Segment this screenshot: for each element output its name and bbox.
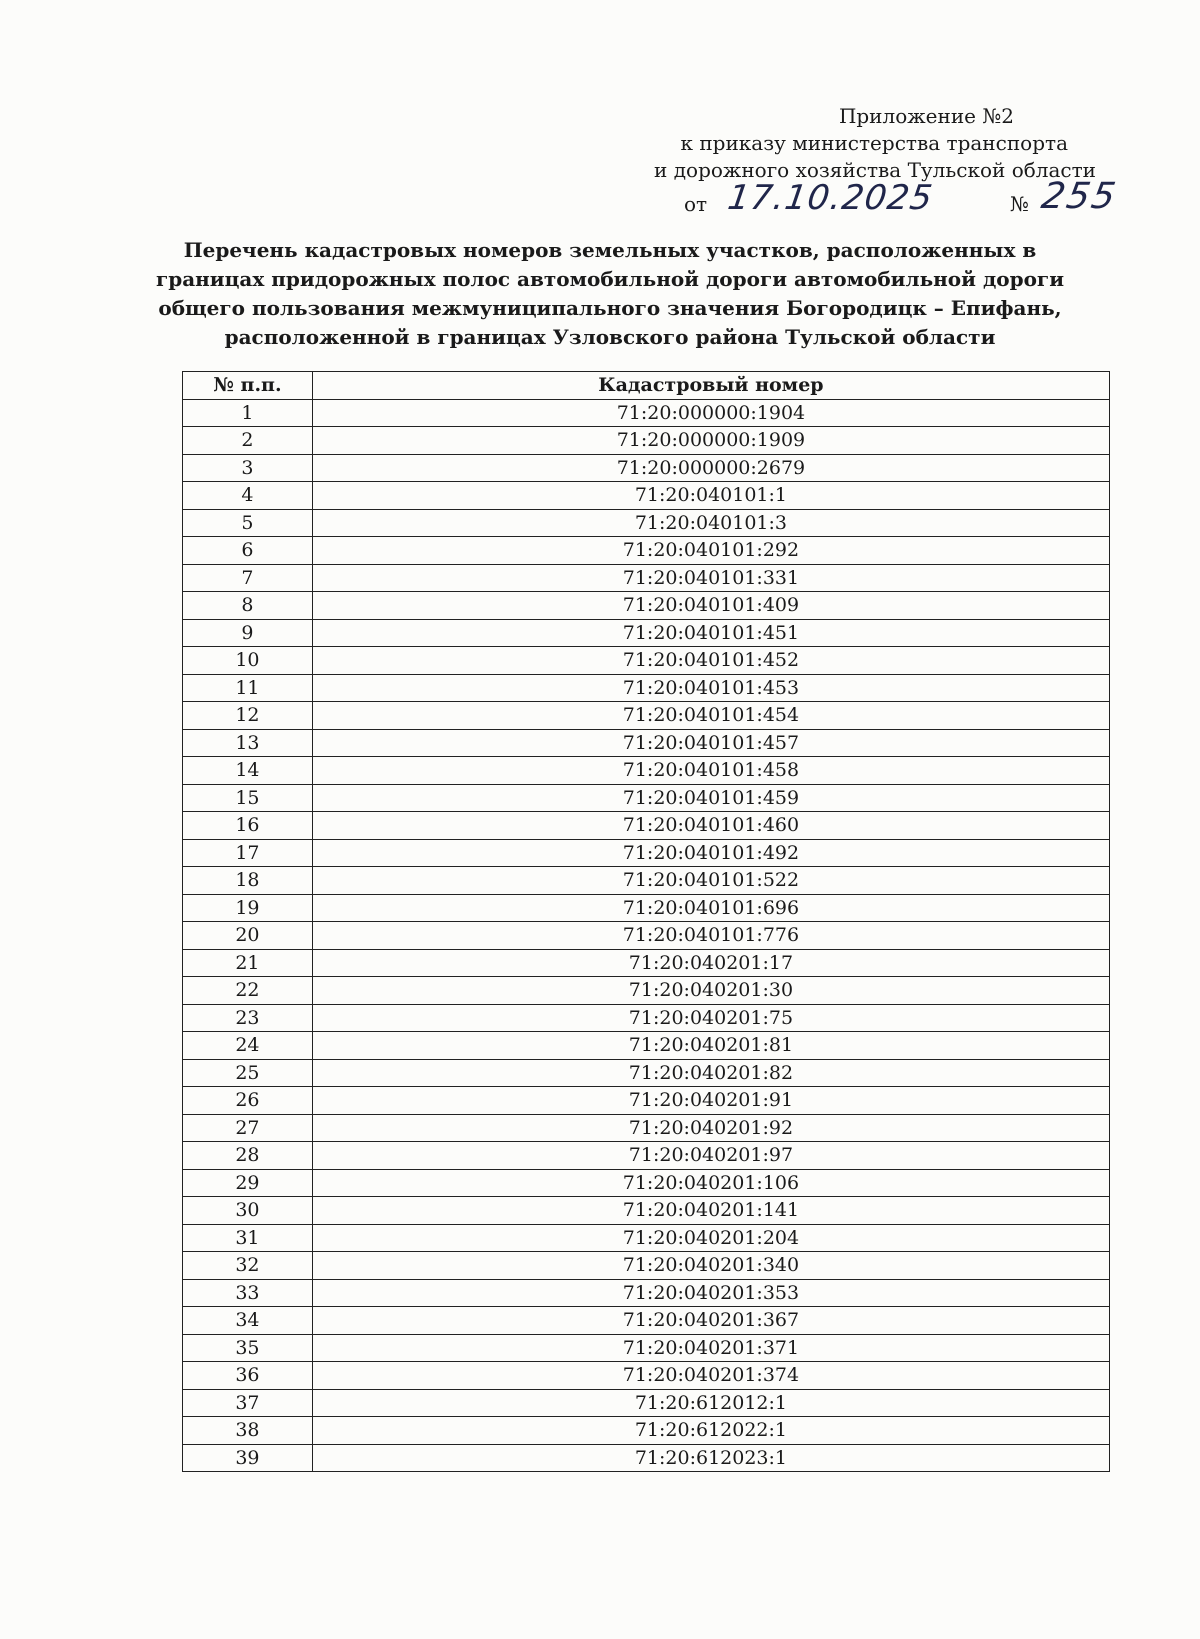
table-row xyxy=(183,482,1110,510)
table-row xyxy=(183,399,1110,427)
cadastral-number: 71:20:040101:409 xyxy=(312,592,1109,620)
row-index: 15 xyxy=(183,784,313,812)
table-row xyxy=(183,1169,1110,1197)
cadastral-number: 71:20:040201:97 xyxy=(312,1142,1109,1170)
row-index: 31 xyxy=(183,1224,313,1252)
cadastral-number: 71:20:040201:106 xyxy=(312,1169,1109,1197)
cadastral-number: 71:20:000000:2679 xyxy=(312,454,1109,482)
cadastral-number: 71:20:040101:331 xyxy=(312,564,1109,592)
row-index: 35 xyxy=(183,1334,313,1362)
table-row xyxy=(183,537,1110,565)
row-index: 3 xyxy=(183,454,313,482)
row-index: 30 xyxy=(183,1197,313,1225)
row-index: 9 xyxy=(183,619,313,647)
row-index: 23 xyxy=(183,1004,313,1032)
table-row xyxy=(183,647,1110,675)
row-index: 2 xyxy=(183,427,313,455)
row-index: 14 xyxy=(183,757,313,785)
number-prefix: № xyxy=(1010,192,1029,216)
order-reference: к приказу министерства транспорта xyxy=(680,131,1068,155)
table-row xyxy=(183,729,1110,757)
table-row xyxy=(183,1032,1110,1060)
appendix-label: Приложение №2 xyxy=(838,104,1014,128)
cadastral-number: 71:20:040101:696 xyxy=(312,894,1109,922)
row-index: 4 xyxy=(183,482,313,510)
table-row xyxy=(183,1087,1110,1115)
table-row xyxy=(183,564,1110,592)
row-index: 39 xyxy=(183,1444,313,1472)
cadastral-number: 71:20:040101:492 xyxy=(312,839,1109,867)
row-index: 26 xyxy=(183,1087,313,1115)
cadastral-number: 71:20:040101:454 xyxy=(312,702,1109,730)
cadastral-number: 71:20:040201:367 xyxy=(312,1307,1109,1335)
row-index: 36 xyxy=(183,1362,313,1390)
cadastral-number: 71:20:040101:452 xyxy=(312,647,1109,675)
cadastral-number: 71:20:040201:30 xyxy=(312,977,1109,1005)
table-row xyxy=(183,702,1110,730)
cadastral-number: 71:20:040101:460 xyxy=(312,812,1109,840)
table-row xyxy=(183,427,1110,455)
row-index: 25 xyxy=(183,1059,313,1087)
table-row xyxy=(183,1444,1110,1472)
table-row xyxy=(183,509,1110,537)
row-index: 7 xyxy=(183,564,313,592)
table-row xyxy=(183,1197,1110,1225)
handwritten-date: 17.10.2025 xyxy=(725,178,936,218)
row-index: 33 xyxy=(183,1279,313,1307)
cadastral-number: 71:20:612023:1 xyxy=(312,1444,1109,1472)
row-index: 24 xyxy=(183,1032,313,1060)
table-row xyxy=(183,1307,1110,1335)
column-header-index: № п.п. xyxy=(183,372,313,400)
cadastral-number: 71:20:040101:451 xyxy=(312,619,1109,647)
row-index: 11 xyxy=(183,674,313,702)
row-index: 21 xyxy=(183,949,313,977)
cadastral-number: 71:20:040101:3 xyxy=(312,509,1109,537)
table-row xyxy=(183,1224,1110,1252)
table-row xyxy=(183,894,1110,922)
table-row xyxy=(183,1362,1110,1390)
row-index: 32 xyxy=(183,1252,313,1280)
table-row xyxy=(183,1417,1110,1445)
table-row xyxy=(183,839,1110,867)
table-row xyxy=(183,619,1110,647)
table-row xyxy=(183,1004,1110,1032)
row-index: 34 xyxy=(183,1307,313,1335)
cadastral-number: 71:20:040201:141 xyxy=(312,1197,1109,1225)
row-index: 17 xyxy=(183,839,313,867)
cadastral-number: 71:20:040201:204 xyxy=(312,1224,1109,1252)
cadastral-number: 71:20:040201:82 xyxy=(312,1059,1109,1087)
row-index: 38 xyxy=(183,1417,313,1445)
row-index: 20 xyxy=(183,922,313,950)
row-index: 1 xyxy=(183,399,313,427)
cadastral-number: 71:20:612012:1 xyxy=(312,1389,1109,1417)
document-title: Перечень кадастровых номеров земельных участков, расположенных в границах придорожных полос автомобильной дороги автомобильной дороги общего пользования межмуниципального значения Богородицк – Епифань, расположенной в границах Узловского района Тульской области xyxy=(155,238,1065,349)
cadastral-number: 71:20:040201:81 xyxy=(312,1032,1109,1060)
table-row xyxy=(183,1334,1110,1362)
table-row xyxy=(183,922,1110,950)
cadastral-table xyxy=(182,371,1110,1472)
table-row xyxy=(183,812,1110,840)
cadastral-number: 71:20:040101:457 xyxy=(312,729,1109,757)
cadastral-number: 71:20:040201:340 xyxy=(312,1252,1109,1280)
table-row xyxy=(183,757,1110,785)
table-row xyxy=(183,867,1110,895)
row-index: 8 xyxy=(183,592,313,620)
row-index: 29 xyxy=(183,1169,313,1197)
row-index: 10 xyxy=(183,647,313,675)
table-row xyxy=(183,454,1110,482)
table-row xyxy=(183,1279,1110,1307)
table-row xyxy=(183,674,1110,702)
row-index: 22 xyxy=(183,977,313,1005)
cadastral-number: 71:20:040101:1 xyxy=(312,482,1109,510)
column-header-cadastral: Кадастровый номер xyxy=(312,372,1109,400)
cadastral-number: 71:20:000000:1904 xyxy=(312,399,1109,427)
table-row xyxy=(183,784,1110,812)
table-row xyxy=(183,1389,1110,1417)
ministry-name: и дорожного хозяйства Тульской области xyxy=(654,158,1096,182)
cadastral-number: 71:20:040201:75 xyxy=(312,1004,1109,1032)
table-row xyxy=(183,1114,1110,1142)
row-index: 6 xyxy=(183,537,313,565)
table-row xyxy=(183,949,1110,977)
cadastral-number: 71:20:000000:1909 xyxy=(312,427,1109,455)
cadastral-number: 71:20:040101:453 xyxy=(312,674,1109,702)
row-index: 28 xyxy=(183,1142,313,1170)
row-index: 27 xyxy=(183,1114,313,1142)
table-body xyxy=(183,399,1110,1472)
row-index: 18 xyxy=(183,867,313,895)
cadastral-number: 71:20:612022:1 xyxy=(312,1417,1109,1445)
cadastral-number: 71:20:040101:458 xyxy=(312,757,1109,785)
table-row xyxy=(183,977,1110,1005)
order-date-number xyxy=(684,176,1121,222)
row-index: 13 xyxy=(183,729,313,757)
handwritten-number: 255 xyxy=(1038,176,1121,217)
table-header-row xyxy=(183,372,1110,400)
cadastral-number: 71:20:040201:91 xyxy=(312,1087,1109,1115)
cadastral-number: 71:20:040101:292 xyxy=(312,537,1109,565)
cadastral-number: 71:20:040201:371 xyxy=(312,1334,1109,1362)
date-prefix: от xyxy=(684,192,708,216)
row-index: 5 xyxy=(183,509,313,537)
cadastral-number: 71:20:040201:92 xyxy=(312,1114,1109,1142)
appendix-header xyxy=(636,103,1096,184)
cadastral-number: 71:20:040101:776 xyxy=(312,922,1109,950)
cadastral-number: 71:20:040201:353 xyxy=(312,1279,1109,1307)
table-row xyxy=(183,1059,1110,1087)
cadastral-number: 71:20:040101:459 xyxy=(312,784,1109,812)
row-index: 37 xyxy=(183,1389,313,1417)
table-row xyxy=(183,1142,1110,1170)
row-index: 16 xyxy=(183,812,313,840)
table-row xyxy=(183,592,1110,620)
cadastral-number: 71:20:040201:17 xyxy=(312,949,1109,977)
table-row xyxy=(183,1252,1110,1280)
cadastral-number: 71:20:040201:374 xyxy=(312,1362,1109,1390)
row-index: 12 xyxy=(183,702,313,730)
row-index: 19 xyxy=(183,894,313,922)
cadastral-number: 71:20:040101:522 xyxy=(312,867,1109,895)
